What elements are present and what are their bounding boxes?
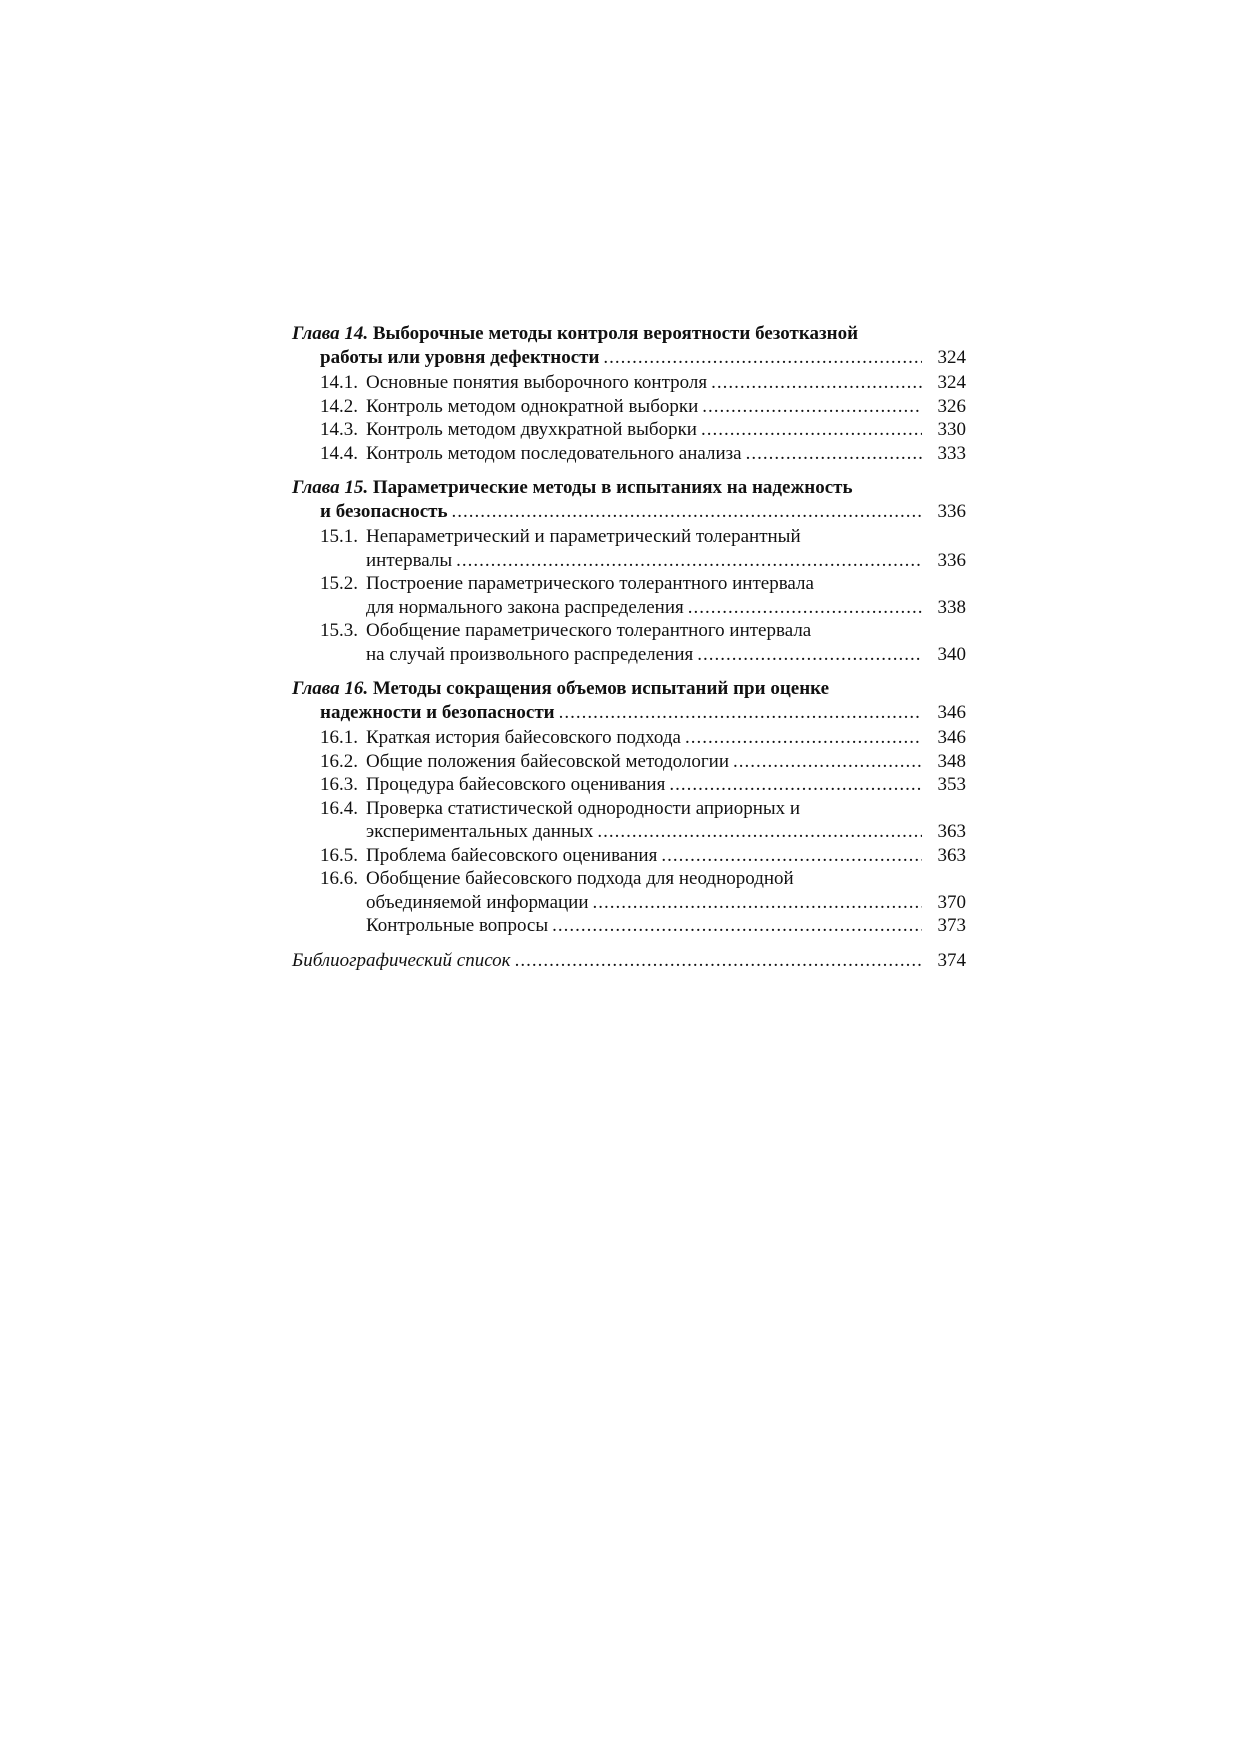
section-title: Контроль методом однократной выборки: [366, 395, 699, 417]
section-number: 16.1.: [320, 727, 358, 748]
section-title: Обобщение параметрического толерантного интервала: [366, 620, 812, 641]
toc-entry: [292, 701, 966, 725]
toc-bibliography: [292, 949, 966, 973]
chapter-title-continuation: и безопасность: [320, 500, 448, 522]
section-title-continuation: интервалы: [366, 549, 453, 571]
toc-review-questions: [292, 914, 966, 938]
section-title-continuation: экспериментальных данных: [366, 821, 594, 842]
dot-leader: [702, 395, 922, 419]
page-number: 370: [937, 891, 966, 913]
section-title: Построение параметрического толерантного интервала: [366, 573, 814, 594]
dot-leader: [593, 891, 922, 915]
section-number: 14.1.: [320, 372, 358, 393]
section-title: Непараметрический и параметрический толерантный: [366, 526, 801, 547]
dot-leader: [559, 701, 922, 725]
toc-section: [292, 844, 966, 868]
toc-section: [292, 619, 966, 666]
bibliography-title: Библиографический список: [292, 949, 511, 971]
section-number: 16.4.: [320, 797, 358, 819]
toc-section: [292, 867, 966, 914]
dot-leader: [701, 418, 922, 442]
toc-section: [292, 371, 966, 395]
chapter-title: Методы сокращения объемов испытаний при оценке: [372, 678, 830, 699]
page-number: 340: [937, 643, 966, 665]
dot-leader: [685, 726, 922, 750]
toc-section: [292, 750, 966, 774]
dot-leader: [746, 442, 922, 466]
section-number: 14.3.: [320, 419, 358, 440]
toc-chapter-14: [292, 322, 966, 465]
page-number: 346: [937, 701, 966, 723]
section-number: 16.6.: [320, 868, 358, 889]
chapter-label: Глава 15.: [292, 477, 369, 498]
review-questions-title: Контрольные вопросы: [366, 915, 549, 936]
chapter-heading: [292, 476, 966, 500]
page-number: 324: [937, 372, 966, 393]
section-number: 14.2.: [320, 395, 358, 417]
page-number: 330: [937, 419, 966, 440]
section-number: 15.1.: [320, 526, 358, 547]
toc-section: [292, 442, 966, 466]
section-title: Общие положения байесовской методологии: [366, 750, 730, 772]
section-title: Проблема байесовского оценивания: [366, 844, 658, 866]
table-of-contents: [292, 322, 966, 972]
dot-leader: [452, 500, 922, 524]
page-number: 348: [937, 750, 966, 772]
page-number: 353: [937, 774, 966, 795]
section-title: Основные понятия выборочного контроля: [366, 372, 708, 393]
section-number: 15.3.: [320, 620, 358, 641]
dot-leader: [697, 643, 922, 667]
chapter-heading: [292, 322, 966, 346]
page-number: 336: [937, 500, 966, 522]
chapter-title: Параметрические методы в испытаниях на надежность: [372, 477, 853, 498]
toc-section: [292, 418, 966, 442]
page-number: 363: [937, 844, 966, 866]
section-number: 16.5.: [320, 844, 358, 866]
page-number: 373: [937, 915, 966, 936]
toc-section: [292, 797, 966, 844]
toc-section: [292, 525, 966, 572]
section-title: Контроль методом двухкратной выборки: [366, 419, 697, 440]
page-number: 374: [937, 949, 966, 971]
page-number: 363: [937, 821, 966, 842]
section-title: Контроль методом последовательного анализа: [366, 442, 742, 464]
dot-leader: [552, 914, 922, 938]
dot-leader: [711, 371, 922, 395]
section-title: Краткая история байесовского подхода: [366, 727, 681, 748]
toc-chapter-15: [292, 476, 966, 666]
section-title: Проверка статистической однородности априорных и: [366, 797, 801, 819]
dot-leader: [597, 820, 922, 844]
toc-section: [292, 773, 966, 797]
page-number: 326: [937, 395, 966, 417]
section-title-continuation: для нормального закона распределения: [366, 596, 684, 618]
section-title-continuation: объединяемой информации: [366, 891, 589, 913]
page-number: 333: [937, 442, 966, 464]
dot-leader: [603, 346, 922, 370]
chapter-label: Глава 14.: [292, 323, 369, 344]
section-number: 16.3.: [320, 774, 358, 795]
dot-leader: [456, 549, 922, 573]
section-title: Обобщение байесовского подхода для неоднородной: [366, 868, 794, 889]
toc-chapter-16: [292, 677, 966, 938]
section-number: 15.2.: [320, 573, 358, 594]
section-title: Процедура байесовского оценивания: [366, 774, 666, 795]
toc-entry: [292, 346, 966, 370]
dot-leader: [733, 750, 922, 774]
toc-section: [292, 726, 966, 750]
chapter-label: Глава 16.: [292, 678, 369, 699]
dot-leader: [661, 844, 922, 868]
page-number: 336: [937, 549, 966, 571]
section-number: 14.4.: [320, 442, 358, 464]
dot-leader: [688, 596, 922, 620]
toc-entry: [292, 500, 966, 524]
toc-section: [292, 572, 966, 619]
section-title-continuation: на случай произвольного распределения: [366, 643, 694, 665]
page-number: 346: [937, 727, 966, 748]
page-number: 338: [937, 596, 966, 618]
dot-leader: [515, 949, 922, 973]
section-number: 16.2.: [320, 750, 358, 772]
page-number: 324: [937, 346, 966, 368]
chapter-title-continuation: работы или уровня дефектности: [320, 346, 600, 368]
chapter-heading: [292, 677, 966, 701]
chapter-title-continuation: надежности и безопасности: [320, 701, 555, 723]
toc-section: [292, 395, 966, 419]
dot-leader: [669, 773, 922, 797]
chapter-title: Выборочные методы контроля вероятности безотказной: [372, 323, 859, 344]
